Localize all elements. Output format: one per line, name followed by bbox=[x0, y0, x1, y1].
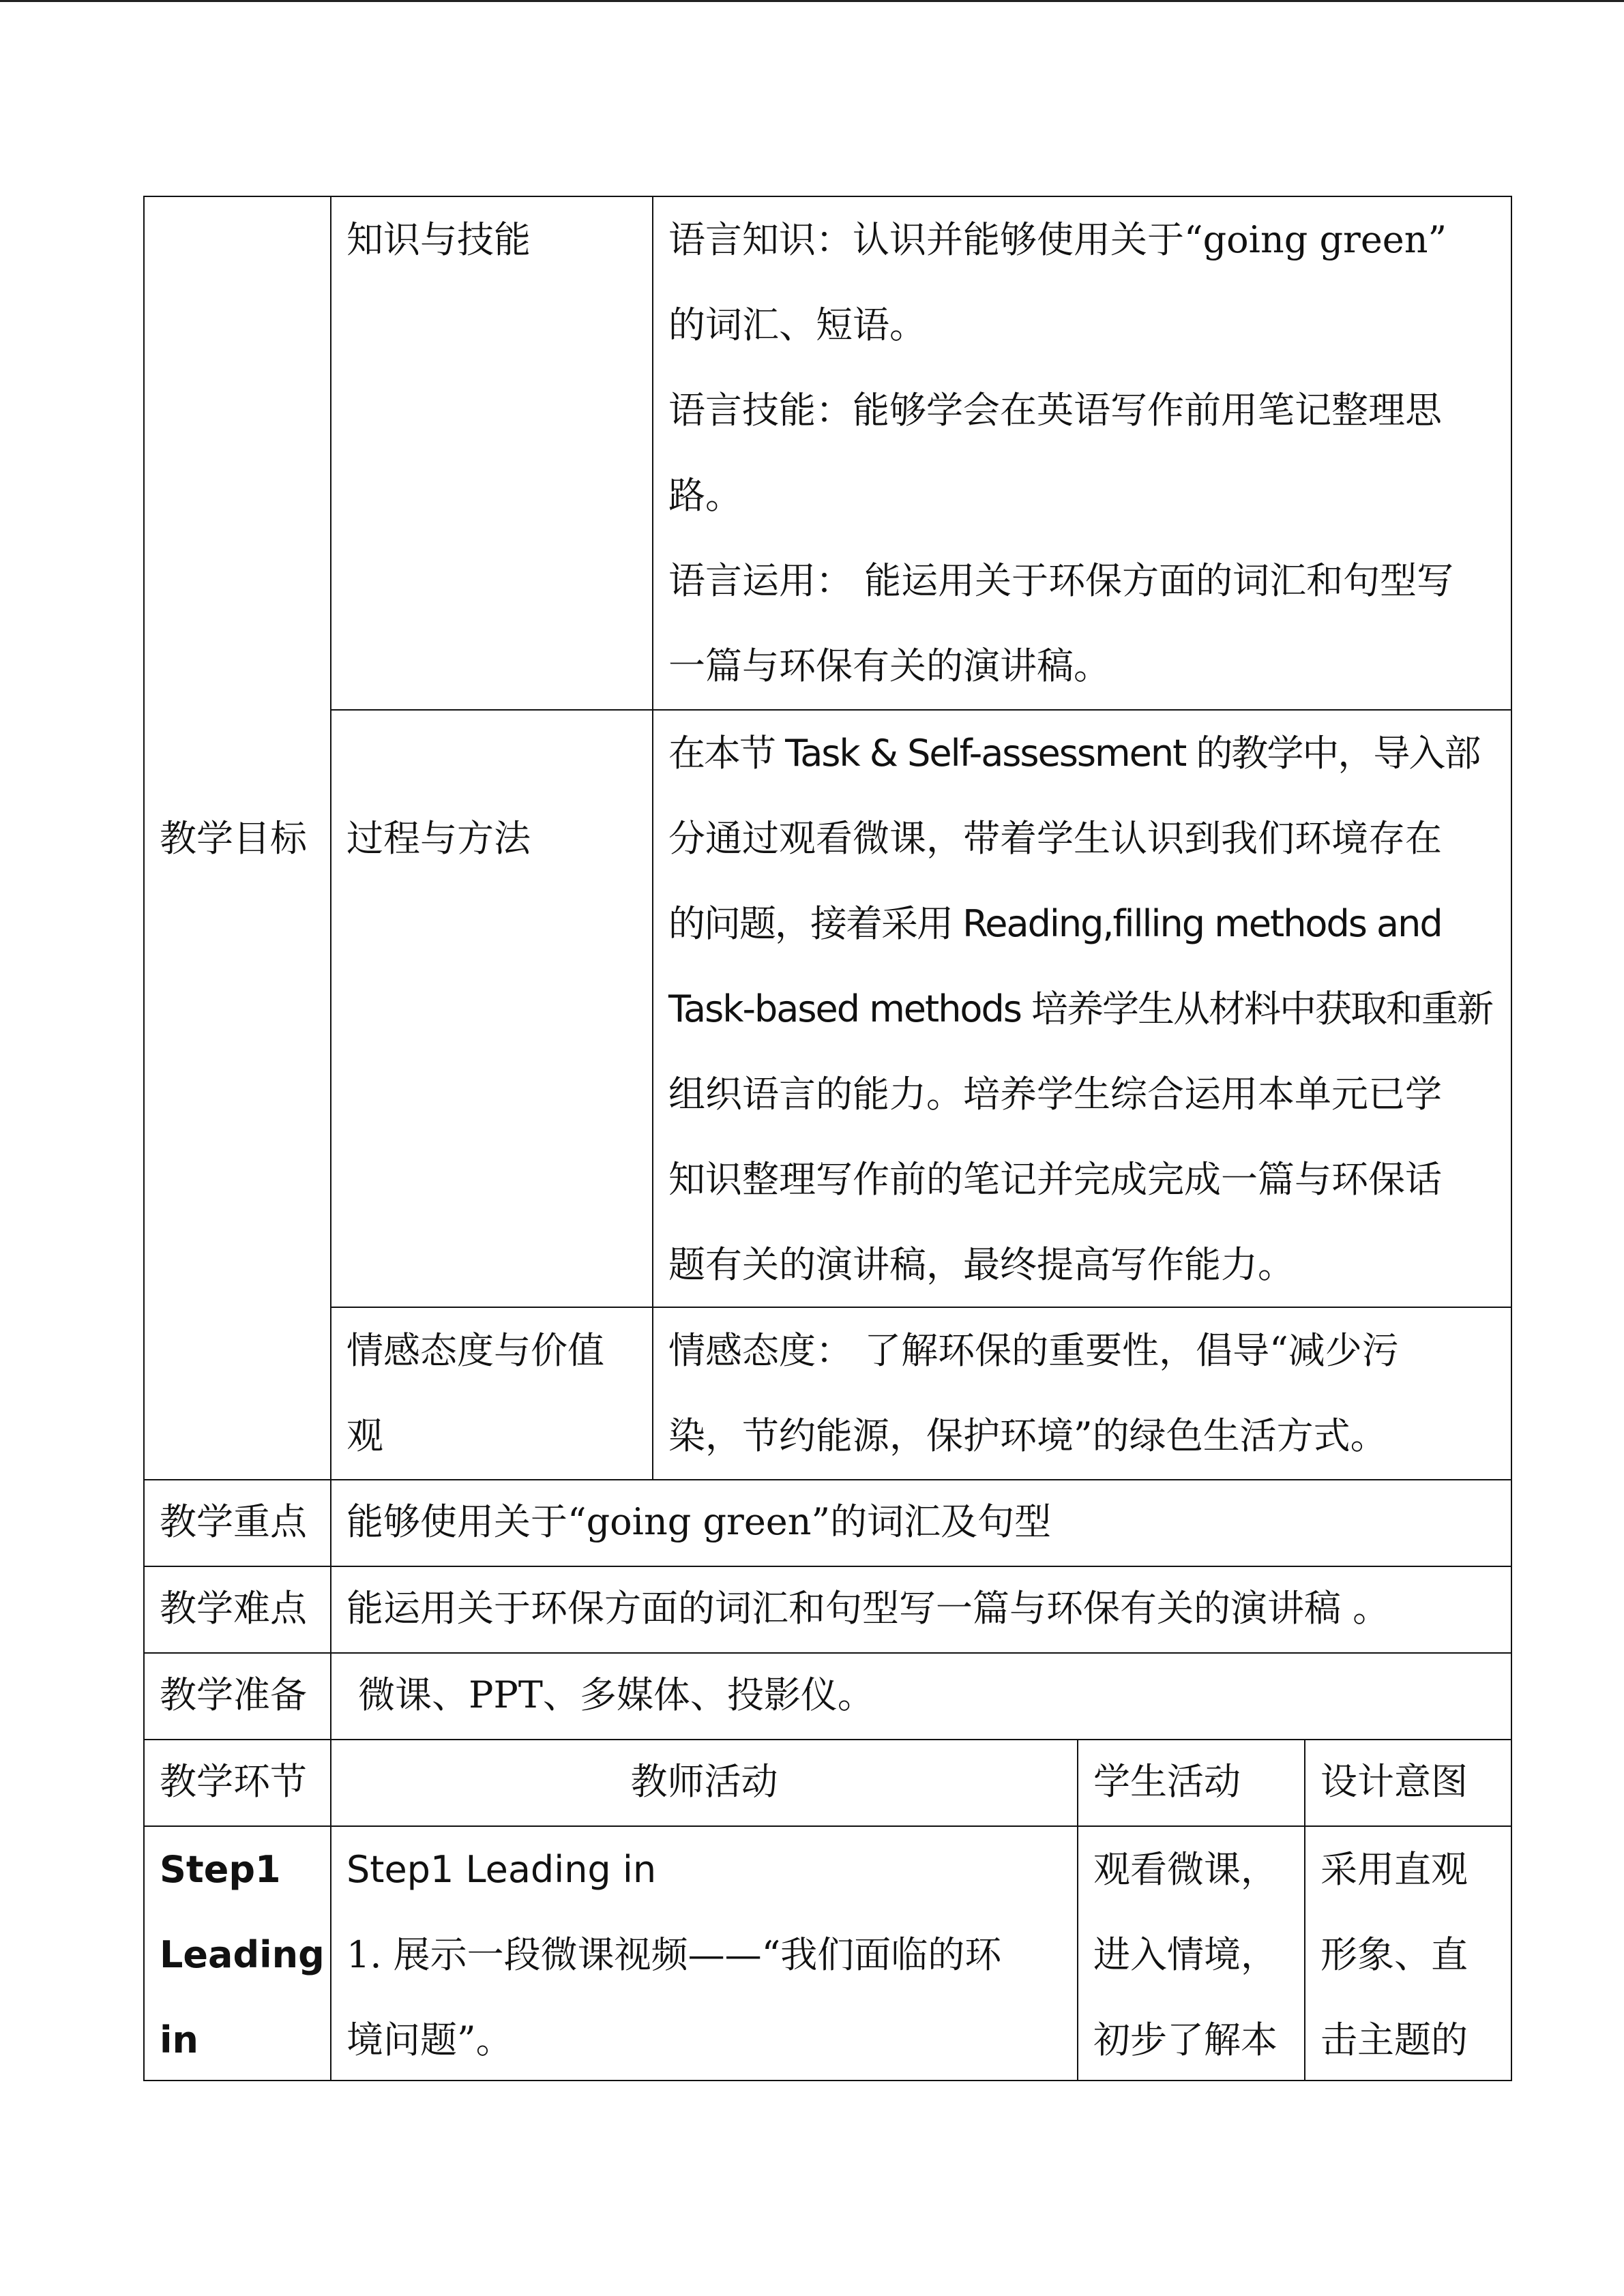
step1-student-line-2: 进入情境， bbox=[1093, 1933, 1278, 1976]
preparation-label: 教学准备 bbox=[160, 1673, 307, 1716]
process-content-cell bbox=[652, 709, 1512, 1308]
knowledge-label: 知识与技能 bbox=[346, 218, 531, 261]
step1-teacher-line-1: Step1 Leading in bbox=[346, 1848, 657, 1891]
emotion-line-2: 染，节约能源，保护环境”的绿色生活方式。 bbox=[668, 1414, 1387, 1457]
knowledge-line-1: 语言知识：认识并能够使用关于“going green” bbox=[668, 218, 1447, 261]
teacher-header-cell bbox=[330, 1739, 1078, 1827]
step1-student-line-1: 观看微课， bbox=[1093, 1848, 1278, 1891]
emotion-content-cell bbox=[652, 1307, 1512, 1480]
page-top-rule bbox=[0, 0, 1624, 2]
step1-stage-line-3: in bbox=[160, 2018, 198, 2061]
teacher-header: 教师活动 bbox=[630, 1760, 778, 1803]
key-point-label: 教学重点 bbox=[160, 1500, 307, 1543]
emotion-label-line-2: 观 bbox=[346, 1414, 383, 1457]
key-point-value: 能够使用关于“going green”的词汇及句型 bbox=[346, 1500, 1052, 1543]
step1-intent-line-3: 击主题的 bbox=[1320, 2018, 1468, 2061]
knowledge-label-cell bbox=[330, 196, 653, 711]
preparation-value: 微课、PPT、多媒体、投影仪。 bbox=[346, 1673, 874, 1716]
knowledge-line-3: 语言技能：能够学会在英语写作前用笔记整理思 bbox=[668, 389, 1442, 432]
process-line-5: 组织语言的能力。培养学生综合运用本单元已学 bbox=[668, 1073, 1442, 1116]
student-header-cell bbox=[1077, 1739, 1305, 1827]
stage-header: 教学环节 bbox=[160, 1760, 307, 1803]
difficulty-label-cell bbox=[143, 1566, 331, 1654]
process-line-1: 在本节 Task & Self-assessment 的教学中，导入部 bbox=[668, 732, 1480, 775]
step1-stage-line-2: Leading bbox=[160, 1933, 325, 1976]
step1-stage-cell bbox=[143, 1825, 331, 2081]
step1-intent-line-1: 采用直观 bbox=[1320, 1848, 1468, 1891]
emotion-label-cell bbox=[330, 1307, 653, 1480]
preparation-label-cell bbox=[143, 1652, 331, 1740]
process-line-6: 知识整理写作前的笔记并完成完成一篇与环保话 bbox=[668, 1158, 1442, 1201]
step1-intent-cell bbox=[1304, 1825, 1512, 2081]
intent-header: 设计意图 bbox=[1320, 1760, 1468, 1803]
knowledge-line-6: 一篇与环保有关的演讲稿。 bbox=[668, 644, 1110, 687]
knowledge-line-5: 语言运用： 能运用关于环保方面的词汇和句型写 bbox=[668, 559, 1454, 602]
step1-teacher-cell bbox=[330, 1825, 1078, 2081]
intent-header-cell bbox=[1304, 1739, 1512, 1827]
step1-teacher-line-2: 1. 展示一段微课视频——“我们面临的环 bbox=[346, 1933, 1002, 1976]
knowledge-line-4: 路。 bbox=[668, 474, 742, 517]
step1-stage-line-1: Step1 bbox=[160, 1848, 281, 1891]
knowledge-line-2: 的词汇、短语。 bbox=[668, 303, 926, 346]
difficulty-value-cell bbox=[330, 1566, 1512, 1654]
process-line-7: 题有关的演讲稿，最终提高写作能力。 bbox=[668, 1243, 1295, 1286]
stage-header-cell bbox=[143, 1739, 331, 1827]
step1-intent-line-2: 形象、直 bbox=[1320, 1933, 1468, 1976]
key-point-value-cell bbox=[330, 1479, 1512, 1567]
knowledge-content-cell bbox=[652, 196, 1512, 711]
difficulty-value: 能运用关于环保方面的词汇和句型写一篇与环保有关的演讲稿 。 bbox=[346, 1587, 1390, 1630]
step1-student-line-3: 初步了解本 bbox=[1093, 2018, 1278, 2061]
emotion-label-line-1: 情感态度与价值 bbox=[346, 1329, 604, 1372]
goals-label: 教学目标 bbox=[160, 816, 307, 860]
key-point-label-cell bbox=[143, 1479, 331, 1567]
difficulty-label: 教学难点 bbox=[160, 1587, 307, 1630]
preparation-value-cell bbox=[330, 1652, 1512, 1740]
process-label-cell bbox=[330, 709, 653, 1308]
student-header: 学生活动 bbox=[1093, 1760, 1241, 1803]
process-line-3: 的问题，接着采用 Reading,filling methods and bbox=[668, 902, 1442, 945]
process-line-2: 分通过观看微课，带着学生认识到我们环境存在 bbox=[668, 817, 1442, 860]
goals-label-cell bbox=[143, 196, 331, 1480]
process-line-4: Task-based methods 培养学生从材料中获取和重新 bbox=[668, 987, 1493, 1030]
step1-student-cell bbox=[1077, 1825, 1305, 2081]
step1-teacher-line-3: 境问题”。 bbox=[346, 2018, 513, 2061]
emotion-line-1: 情感态度： 了解环保的重要性，倡导“减少污 bbox=[668, 1329, 1399, 1372]
process-label: 过程与方法 bbox=[346, 817, 531, 860]
